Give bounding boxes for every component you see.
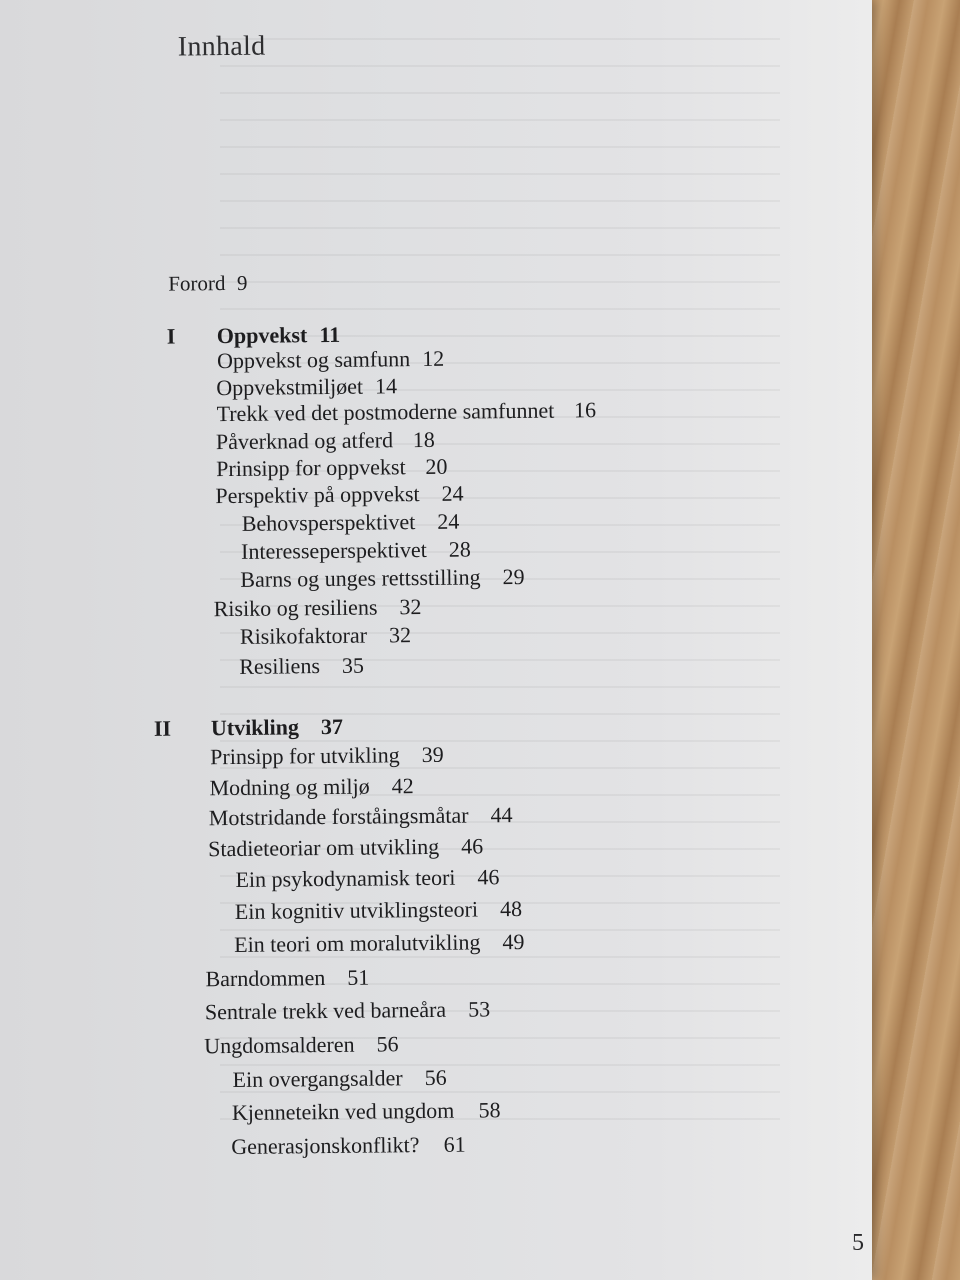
- toc-entry-label: Ungdomsalderen: [204, 1031, 355, 1059]
- toc-entry-label: Oppvekstmiljøet: [216, 373, 364, 401]
- toc-entry-page: 32: [399, 594, 422, 620]
- toc-entry: [208, 833, 483, 862]
- toc-subentry: [232, 1097, 501, 1126]
- toc-entry-page: 44: [490, 802, 513, 828]
- toc-entry-page: 9: [236, 270, 248, 295]
- toc-entry-page: 35: [341, 652, 365, 678]
- toc-entry: [216, 427, 435, 455]
- toc-entry-page: 32: [388, 622, 412, 648]
- toc-entry-page: 24: [437, 508, 460, 534]
- toc-entry-label: Oppvekst: [216, 322, 308, 349]
- toc-entry: [205, 965, 369, 993]
- toc-entry-page: 56: [424, 1064, 447, 1091]
- toc-entry-label: Trekk ved det postmoderne samfunnet: [216, 397, 555, 427]
- toc-entry-page: 37: [320, 713, 344, 740]
- toc-entry-page: 20: [425, 453, 448, 479]
- toc-entry-label: Perspektiv på oppvekst: [215, 481, 420, 509]
- toc-subentry: [239, 653, 364, 680]
- toc-entry-page: 58: [478, 1097, 501, 1123]
- toc-entry-label: Barndommen: [205, 965, 326, 992]
- toc-entry-page: 49: [502, 928, 525, 955]
- toc-entry: [214, 594, 422, 622]
- toc-entry-page: 12: [422, 345, 445, 372]
- toc-entry: [216, 373, 397, 401]
- toc-entry-label: Prinsipp for utvikling: [210, 742, 400, 770]
- toc-entry-page: 53: [467, 996, 491, 1022]
- toc-entry-page: 42: [391, 773, 414, 799]
- toc-entry: [204, 1031, 399, 1059]
- toc-entry-label: Oppvekst og samfunn: [216, 346, 411, 374]
- toc-entry-page: 28: [448, 536, 471, 562]
- toc-subentry: [232, 1065, 446, 1093]
- toc-subentry: [240, 622, 411, 650]
- toc-entry-page: 16: [573, 397, 597, 423]
- toc-entry-label: Kjenneteikn ved ungdom: [231, 1097, 455, 1126]
- toc-entry-page: 46: [460, 833, 484, 859]
- toc-entry-page: 51: [347, 964, 370, 990]
- toc-entry-label: Barns og unges rettsstilling: [240, 564, 481, 592]
- toc-entry-label: Prinsipp for oppvekst: [216, 454, 406, 482]
- toc-entry-label: Behovsperspektivet: [241, 509, 416, 536]
- toc-entry-label: Motstridande forståingsmåtar: [208, 802, 469, 831]
- toc-entry-page: 56: [376, 1031, 399, 1057]
- part-numeral: II: [153, 715, 172, 741]
- part-numeral: I: [166, 323, 176, 349]
- toc-entry-page: 46: [477, 864, 500, 890]
- toc-entry-label: Interesseperspektivet: [240, 536, 427, 564]
- toc-entry-label: Ein overgangsalder: [232, 1065, 403, 1093]
- toc-entry-forord: [168, 271, 247, 297]
- toc-entry-label: Modning og miljø: [209, 773, 370, 801]
- toc-subentry: [241, 537, 471, 565]
- toc-entry-label: Sentrale trekk ved barneåra: [204, 996, 447, 1025]
- toc-entry-label: Generasjonskonflikt?: [231, 1132, 420, 1160]
- toc-entry: [205, 996, 491, 1025]
- toc-entry: [215, 481, 463, 510]
- toc-entry-page: 29: [502, 563, 525, 590]
- toc-entry-page: 61: [443, 1131, 466, 1157]
- toc-entry-label: Ein teori om moralutvikling: [234, 929, 481, 958]
- toc-subentry: [242, 509, 460, 537]
- toc-entry-label: Påverknad og atferd: [215, 427, 394, 455]
- toc-entry: [216, 454, 448, 482]
- toc-subentry: [235, 864, 499, 893]
- toc-entry-page: 39: [421, 741, 444, 768]
- toc-entry-page: 24: [441, 480, 464, 506]
- toc-entry: [217, 346, 444, 374]
- toc-entry: [210, 742, 444, 770]
- toc-subentry: [240, 564, 524, 593]
- toc-entry-page: 18: [412, 426, 435, 453]
- toc-subentry: [231, 1132, 466, 1160]
- toc-entry: [209, 773, 413, 801]
- toc-entry-label: Stadieteoriar om utvikling: [208, 833, 440, 862]
- toc-part-heading: [211, 714, 343, 741]
- toc-entry-label: Forord: [168, 271, 226, 296]
- toc-entry: [209, 802, 513, 831]
- toc-entry-label: Ein psykodynamisk teori: [235, 864, 456, 892]
- toc-entry-label: Utvikling: [210, 714, 300, 741]
- toc-entry: [216, 397, 596, 427]
- toc-entry-label: Risikofaktorar: [239, 622, 368, 649]
- toc-subentry: [235, 896, 522, 925]
- toc-entry-page: 14: [374, 373, 398, 399]
- toc-part-heading: [217, 322, 341, 349]
- toc-entry-page: 11: [319, 321, 341, 348]
- page-number: 5: [852, 1230, 864, 1256]
- toc-subentry: [234, 929, 525, 958]
- page-title: Innhald: [177, 30, 266, 63]
- toc-entry-label: Risiko og resiliens: [213, 594, 378, 622]
- toc-entry-label: Resiliens: [239, 653, 321, 679]
- toc-entry-page: 48: [499, 895, 523, 922]
- toc-entry-label: Ein kognitiv utviklingsteori: [234, 896, 479, 925]
